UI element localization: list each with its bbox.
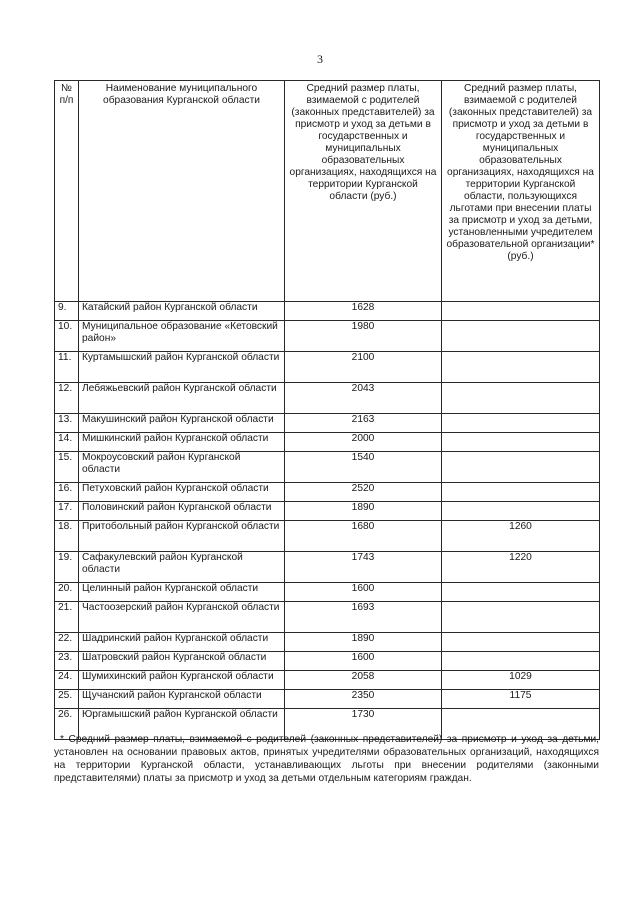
row-municipality: Целинный район Курганской области (79, 583, 285, 602)
row-avg-fee: 1628 (285, 302, 442, 321)
table-body (55, 302, 600, 740)
table-row (55, 671, 600, 690)
row-municipality: Сафакулевский район Курганской области (79, 552, 285, 583)
row-municipality: Щучанский район Курганской области (79, 690, 285, 709)
row-number: 22. (55, 633, 79, 652)
row-avg-fee: 1980 (285, 321, 442, 352)
row-number: 13. (55, 414, 79, 433)
row-benefit-fee (442, 321, 600, 352)
row-municipality: Шадринский район Курганской области (79, 633, 285, 652)
table-row (55, 483, 600, 502)
row-municipality: Юргамышский район Курганской области (79, 709, 285, 740)
row-number: 24. (55, 671, 79, 690)
row-benefit-fee (442, 583, 600, 602)
row-avg-fee: 2163 (285, 414, 442, 433)
row-number: 15. (55, 452, 79, 483)
table-row (55, 690, 600, 709)
row-number: 11. (55, 352, 79, 383)
table-row (55, 521, 600, 552)
row-avg-fee: 1730 (285, 709, 442, 740)
row-municipality: Катайский район Курганской области (79, 302, 285, 321)
table-row (55, 583, 600, 602)
row-avg-fee: 1540 (285, 452, 442, 483)
row-municipality: Лебяжьевский район Курганской области (79, 383, 285, 414)
row-municipality: Шатровский район Курганской области (79, 652, 285, 671)
row-benefit-fee (442, 633, 600, 652)
row-avg-fee: 1600 (285, 652, 442, 671)
header-benefit-fee: Средний размер платы, взимаемой с родителей (законных представителей) за присмотр и уход за детьми в государственных и муниципальных образовательных организациях, находящихся на территории Курганской области, пользующихся льготами при внесении платы за присмотр и уход за детьми, установленными учредителем образовательной организации* (руб.) (442, 81, 600, 302)
row-number: 17. (55, 502, 79, 521)
table-row (55, 433, 600, 452)
row-municipality: Петуховский район Курганской области (79, 483, 285, 502)
table-row (55, 302, 600, 321)
row-municipality: Куртамышский район Курганской области (79, 352, 285, 383)
row-avg-fee: 1680 (285, 521, 442, 552)
table-row (55, 602, 600, 633)
row-number: 23. (55, 652, 79, 671)
row-benefit-fee (442, 414, 600, 433)
row-benefit-fee: 1220 (442, 552, 600, 583)
row-benefit-fee (442, 483, 600, 502)
row-number: 21. (55, 602, 79, 633)
table-row (55, 452, 600, 483)
row-number: 26. (55, 709, 79, 740)
row-municipality: Мокроусовский район Курганской области (79, 452, 285, 483)
row-benefit-fee (442, 602, 600, 633)
row-benefit-fee (442, 352, 600, 383)
table-row (55, 414, 600, 433)
header-avg-fee: Средний размер платы, взимаемой с родителей (законных представителей) за присмотр и уход за детьми в государственных и муниципальных образовательных организациях, находящихся на территории Курганской области (руб.) (285, 81, 442, 302)
row-benefit-fee (442, 452, 600, 483)
row-number: 14. (55, 433, 79, 452)
table-row (55, 633, 600, 652)
row-avg-fee: 1693 (285, 602, 442, 633)
row-avg-fee: 2100 (285, 352, 442, 383)
row-avg-fee: 2000 (285, 433, 442, 452)
header-num: № п/п (55, 81, 79, 302)
row-avg-fee: 1890 (285, 502, 442, 521)
row-benefit-fee (442, 502, 600, 521)
header-name: Наименование муниципального образования Курганской области (79, 81, 285, 302)
row-municipality: Муниципальное образование «Кетовский район» (79, 321, 285, 352)
row-avg-fee: 2520 (285, 483, 442, 502)
row-number: 20. (55, 583, 79, 602)
row-number: 25. (55, 690, 79, 709)
table-header-row (55, 81, 600, 302)
row-benefit-fee (442, 383, 600, 414)
row-municipality: Половинский район Курганской области (79, 502, 285, 521)
row-municipality: Мишкинский район Курганской области (79, 433, 285, 452)
footnote: * Средний размер платы, взимаемой с родителей (законных представителей) за присмотр и уход за детьми, установлен на основании правовых актов, принятых учредителями образовательных организаций, находящихся на территории Курганской области, устанавливающих льготы при внесении родителями (законными представителями) платы за присмотр и уход за детьми отдельным категориям граждан. (54, 734, 599, 784)
row-municipality: Частоозерский район Курганской области (79, 602, 285, 633)
row-number: 16. (55, 483, 79, 502)
row-benefit-fee (442, 652, 600, 671)
row-benefit-fee: 1260 (442, 521, 600, 552)
row-municipality: Притобольный район Курганской области (79, 521, 285, 552)
row-benefit-fee: 1029 (442, 671, 600, 690)
row-number: 19. (55, 552, 79, 583)
row-number: 9. (55, 302, 79, 321)
table-row (55, 502, 600, 521)
table-row (55, 321, 600, 352)
row-benefit-fee: 1175 (442, 690, 600, 709)
page-number: 3 (317, 52, 323, 66)
row-avg-fee: 1890 (285, 633, 442, 652)
row-avg-fee: 2043 (285, 383, 442, 414)
row-number: 10. (55, 321, 79, 352)
row-number: 12. (55, 383, 79, 414)
row-avg-fee: 1743 (285, 552, 442, 583)
row-benefit-fee (442, 433, 600, 452)
row-avg-fee: 2058 (285, 671, 442, 690)
row-municipality: Шумихинский район Курганской области (79, 671, 285, 690)
row-avg-fee: 2350 (285, 690, 442, 709)
table-row (55, 383, 600, 414)
table-row (55, 352, 600, 383)
row-number: 18. (55, 521, 79, 552)
fee-table (54, 80, 600, 740)
table-row (55, 552, 600, 583)
row-benefit-fee (442, 302, 600, 321)
row-municipality: Макушинский район Курганской области (79, 414, 285, 433)
row-avg-fee: 1600 (285, 583, 442, 602)
table-row (55, 652, 600, 671)
